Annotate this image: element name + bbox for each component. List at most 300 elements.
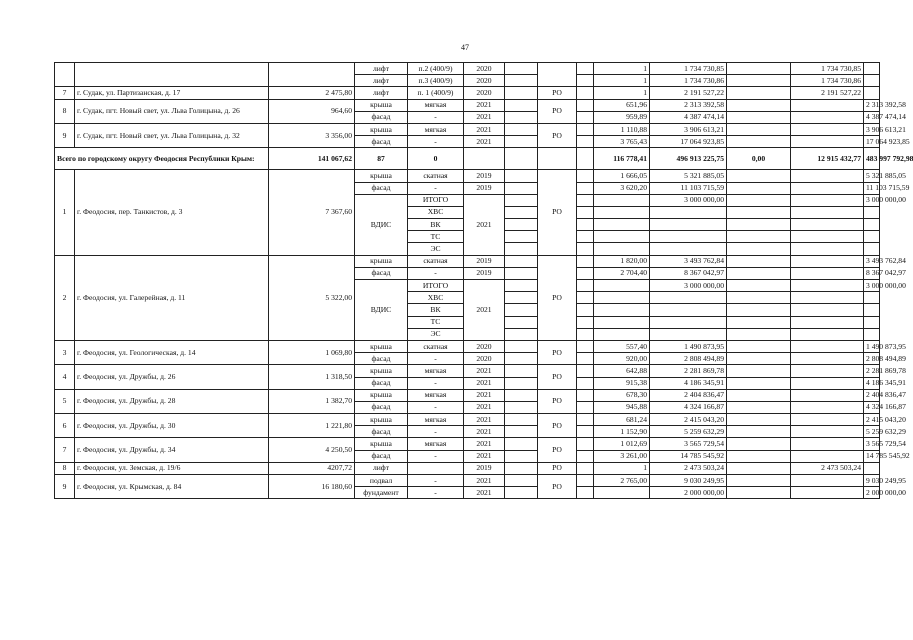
rest-amount: 2 000 000,00 (864, 487, 880, 499)
cost: 2 473 503,24 (650, 462, 727, 474)
empty-cell (727, 255, 791, 267)
rest-amount (864, 87, 880, 99)
volume (594, 304, 650, 316)
source: РО (538, 170, 577, 255)
feodosia-row (55, 255, 880, 267)
cost: 1 734 730,85 (650, 63, 727, 75)
empty-cell (727, 414, 791, 426)
empty-cell (727, 340, 791, 352)
volume (594, 292, 650, 304)
feodosia-row (55, 414, 880, 426)
rest-amount: 4 387 474,14 (864, 111, 880, 123)
work-type: фасад (355, 450, 408, 462)
volume: 642,88 (594, 365, 650, 377)
empty-cell (577, 438, 594, 450)
work-year: 2021 (464, 99, 505, 111)
row-number: 2 (55, 255, 75, 340)
vdis-item: ВК (408, 219, 464, 231)
cost: 5 321 885,05 (650, 170, 727, 182)
fund-amount (791, 475, 864, 487)
row-number: 3 (55, 340, 75, 364)
empty-cell (577, 182, 594, 194)
rest-amount: 1 490 873,95 (864, 340, 880, 352)
address (75, 63, 269, 87)
cost (650, 316, 727, 328)
work-type: крыша (355, 340, 408, 352)
feodosia-row (55, 438, 880, 450)
fund-amount (791, 328, 864, 340)
total-value: 0,00 (727, 148, 791, 170)
address: г. Феодосия, ул. Дружбы, д. 26 (75, 365, 269, 389)
work-system: - (408, 182, 464, 194)
vdis-item: ТС (408, 231, 464, 243)
volume (594, 280, 650, 292)
empty-cell (727, 389, 791, 401)
feodosia-row (55, 340, 880, 352)
rest-amount (864, 328, 880, 340)
work-type: лифт (355, 87, 408, 99)
work-year: 2021 (464, 487, 505, 499)
empty-cell (727, 377, 791, 389)
volume: 1 012,69 (594, 438, 650, 450)
cost: 3 493 762,84 (650, 255, 727, 267)
work-system: - (408, 136, 464, 148)
vdis-label: ВДИС (355, 194, 408, 255)
source: РО (538, 340, 577, 364)
page-number: 47 (461, 43, 469, 52)
empty-cell (505, 170, 538, 182)
empty-cell (505, 231, 538, 243)
source (538, 63, 577, 87)
work-system: - (408, 401, 464, 413)
rest-amount: 5 321 885,05 (864, 170, 880, 182)
empty-cell (727, 487, 791, 499)
work-type: крыша (355, 170, 408, 182)
source: РО (538, 99, 577, 123)
register-table (54, 62, 913, 499)
work-year: 2021 (464, 438, 505, 450)
volume (594, 206, 650, 218)
empty-cell (727, 462, 791, 474)
total-rest: 483 997 792,98 (864, 148, 880, 170)
empty-cell (727, 111, 791, 123)
empty-cell (505, 182, 538, 194)
cost (650, 231, 727, 243)
rest-amount (864, 243, 880, 255)
rest-amount: 3 000 000,00 (864, 194, 880, 206)
rest-amount: 3 565 729,54 (864, 438, 880, 450)
cost: 4 186 345,91 (650, 377, 727, 389)
row-number: 8 (55, 99, 75, 123)
cost: 14 785 545,92 (650, 450, 727, 462)
cost (650, 206, 727, 218)
rest-amount: 9 030 249,95 (864, 475, 880, 487)
fund-amount (791, 487, 864, 499)
total-fund: 12 915 432,77 (791, 148, 864, 170)
empty-cell (505, 111, 538, 123)
work-type: крыша (355, 389, 408, 401)
empty-cell (505, 401, 538, 413)
source: РО (538, 255, 577, 340)
empty-cell (577, 365, 594, 377)
empty-cell (727, 87, 791, 99)
empty-cell (505, 206, 538, 218)
sudak-row (55, 123, 880, 135)
fund-amount (791, 243, 864, 255)
work-year: 2020 (464, 75, 505, 87)
work-year: 2021 (464, 123, 505, 135)
row-number (55, 63, 75, 87)
rest-amount (864, 292, 880, 304)
area: 1 069,80 (269, 340, 355, 364)
work-type: фасад (355, 353, 408, 365)
empty-cell (577, 206, 594, 218)
rest-amount (864, 316, 880, 328)
source: РО (538, 475, 577, 499)
vdis-year: 2021 (464, 194, 505, 255)
fund-amount (791, 365, 864, 377)
sudak-row (55, 87, 880, 99)
row-number: 7 (55, 87, 75, 99)
empty-cell (577, 243, 594, 255)
volume: 915,38 (594, 377, 650, 389)
fund-amount (791, 438, 864, 450)
empty-cell (577, 136, 594, 148)
work-year: 2021 (464, 389, 505, 401)
fund-amount (791, 123, 864, 135)
empty-cell (505, 475, 538, 487)
empty-cell (577, 316, 594, 328)
work-year: 2019 (464, 170, 505, 182)
fund-amount (791, 377, 864, 389)
rest-amount (864, 63, 880, 75)
work-system: - (408, 267, 464, 279)
work-year: 2019 (464, 182, 505, 194)
volume (594, 219, 650, 231)
source: РО (538, 389, 577, 413)
work-type: подвал (355, 475, 408, 487)
fund-amount (791, 401, 864, 413)
address: г. Феодосия, ул. Крымская, д. 84 (75, 475, 269, 499)
fund-amount: 1 734 730,85 (791, 63, 864, 75)
total-volume: 116 778,41 (594, 148, 650, 170)
empty-cell (577, 426, 594, 438)
fund-amount (791, 136, 864, 148)
empty-cell (577, 389, 594, 401)
fund-amount (791, 316, 864, 328)
empty-cell (577, 194, 594, 206)
work-system: - (408, 450, 464, 462)
empty-cell (727, 316, 791, 328)
work-type: лифт (355, 63, 408, 75)
fund-amount (791, 280, 864, 292)
work-type: фасад (355, 111, 408, 123)
work-type: крыша (355, 123, 408, 135)
vdis-item: ХВС (408, 292, 464, 304)
work-system: скатная (408, 340, 464, 352)
empty-cell (505, 450, 538, 462)
address: г. Судак, ул. Партизанская, д. 17 (75, 87, 269, 99)
area: 3 356,00 (269, 123, 355, 147)
vdis-item: ТС (408, 316, 464, 328)
empty-cell (727, 438, 791, 450)
rest-amount: 5 259 632,29 (864, 426, 880, 438)
rest-amount (864, 231, 880, 243)
empty-cell (577, 123, 594, 135)
total-cost: 496 913 225,75 (650, 148, 727, 170)
fund-amount (791, 414, 864, 426)
fund-amount (791, 255, 864, 267)
empty-cell (727, 280, 791, 292)
empty-cell (505, 377, 538, 389)
empty-cell (577, 462, 594, 474)
volume: 3 765,43 (594, 136, 650, 148)
empty-cell (727, 365, 791, 377)
empty-cell (727, 219, 791, 231)
vdis-item: ЭС (408, 328, 464, 340)
work-type: лифт (355, 75, 408, 87)
volume: 3 620,20 (594, 182, 650, 194)
rest-amount: 2 415 043,20 (864, 414, 880, 426)
feodosia-row (55, 475, 880, 487)
volume: 945,88 (594, 401, 650, 413)
work-type: фасад (355, 182, 408, 194)
feodosia-row (55, 389, 880, 401)
work-system (408, 462, 464, 474)
address: г. Феодосия, ул. Дружбы, д. 30 (75, 414, 269, 438)
fund-amount (791, 182, 864, 194)
empty-cell (505, 123, 538, 135)
work-type: крыша (355, 255, 408, 267)
volume: 1 (594, 87, 650, 99)
empty-cell (538, 148, 577, 170)
work-system: мягкая (408, 438, 464, 450)
cost: 2 808 494,89 (650, 353, 727, 365)
empty-cell (727, 353, 791, 365)
fund-amount (791, 206, 864, 218)
empty-cell (505, 136, 538, 148)
work-type: фасад (355, 401, 408, 413)
empty-cell (577, 292, 594, 304)
empty-cell (577, 148, 594, 170)
empty-cell (577, 87, 594, 99)
empty-cell (727, 194, 791, 206)
empty-cell (577, 231, 594, 243)
cost: 1 734 730,86 (650, 75, 727, 87)
empty-cell (505, 438, 538, 450)
fund-amount (791, 353, 864, 365)
work-year: 2021 (464, 450, 505, 462)
cost: 11 103 715,59 (650, 182, 727, 194)
vdis-item: ЭС (408, 243, 464, 255)
work-system: скатная (408, 170, 464, 182)
total-area: 141 067,62 (269, 148, 355, 170)
empty-cell (727, 182, 791, 194)
rest-amount: 4 186 345,91 (864, 377, 880, 389)
feodosia-row (55, 170, 880, 182)
volume (594, 231, 650, 243)
work-system: - (408, 475, 464, 487)
vdis-label: ВДИС (355, 280, 408, 341)
row-number: 9 (55, 123, 75, 147)
empty-cell (577, 414, 594, 426)
work-system: мягкая (408, 123, 464, 135)
work-system: скатная (408, 255, 464, 267)
work-type: фасад (355, 267, 408, 279)
empty-cell (727, 426, 791, 438)
empty-cell (727, 243, 791, 255)
empty-cell (727, 401, 791, 413)
empty-cell (505, 353, 538, 365)
work-year: 2020 (464, 340, 505, 352)
empty-cell (577, 267, 594, 279)
empty-cell (727, 475, 791, 487)
address: г. Феодосия, ул. Дружбы, д. 34 (75, 438, 269, 462)
empty-cell (577, 340, 594, 352)
vdis-year: 2021 (464, 280, 505, 341)
cost (650, 243, 727, 255)
address: г. Судак, пгт. Новый свет, ул. Льва Голицына, д. 32 (75, 123, 269, 147)
fund-amount (791, 231, 864, 243)
cost (650, 219, 727, 231)
empty-cell (577, 170, 594, 182)
work-year: 2021 (464, 377, 505, 389)
volume: 1 (594, 63, 650, 75)
volume: 959,89 (594, 111, 650, 123)
empty-cell (505, 243, 538, 255)
fund-amount (791, 450, 864, 462)
empty-cell (505, 219, 538, 231)
rest-amount: 8 367 042,97 (864, 267, 880, 279)
cost: 2 415 043,20 (650, 414, 727, 426)
volume: 557,40 (594, 340, 650, 352)
work-year: 2021 (464, 475, 505, 487)
empty-cell (577, 401, 594, 413)
empty-cell (577, 450, 594, 462)
work-type: фасад (355, 426, 408, 438)
empty-cell (505, 280, 538, 292)
empty-cell (577, 304, 594, 316)
rest-amount: 2 404 836,47 (864, 389, 880, 401)
rest-amount (864, 304, 880, 316)
row-number: 4 (55, 365, 75, 389)
cost: 2 000 000,00 (650, 487, 727, 499)
empty-cell (727, 292, 791, 304)
empty-cell (727, 63, 791, 75)
empty-cell (505, 389, 538, 401)
volume: 678,30 (594, 389, 650, 401)
fund-amount (791, 111, 864, 123)
work-type: крыша (355, 365, 408, 377)
cost (650, 304, 727, 316)
empty-cell (577, 328, 594, 340)
work-year: 2021 (464, 414, 505, 426)
area (269, 63, 355, 87)
fund-amount (791, 99, 864, 111)
work-system: - (408, 426, 464, 438)
work-type: фундамент (355, 487, 408, 499)
volume (594, 194, 650, 206)
cost: 5 259 632,29 (650, 426, 727, 438)
empty-cell (727, 75, 791, 87)
work-system: п. 1 (400/9) (408, 87, 464, 99)
empty-cell (505, 487, 538, 499)
volume: 1 666,05 (594, 170, 650, 182)
empty-cell (577, 99, 594, 111)
empty-cell (577, 255, 594, 267)
cost: 2 191 527,22 (650, 87, 727, 99)
continuation-row (55, 63, 880, 75)
rest-amount: 2 808 494,89 (864, 353, 880, 365)
cost: 1 490 873,95 (650, 340, 727, 352)
empty-cell (727, 99, 791, 111)
source: РО (538, 462, 577, 474)
sudak-row (55, 99, 880, 111)
rest-amount: 14 785 545,92 (864, 450, 880, 462)
total-count-2: 0 (408, 148, 464, 170)
work-type: фасад (355, 377, 408, 389)
empty-cell (505, 267, 538, 279)
row-number: 9 (55, 475, 75, 499)
cost: 9 030 249,95 (650, 475, 727, 487)
work-system: п.3 (400/9) (408, 75, 464, 87)
row-number: 8 (55, 462, 75, 474)
address: г. Феодосия, ул. Земская, д. 19/6 (75, 462, 269, 474)
empty-cell (577, 280, 594, 292)
cost (650, 292, 727, 304)
volume (594, 243, 650, 255)
volume: 1 (594, 462, 650, 474)
empty-cell (505, 194, 538, 206)
empty-cell (505, 292, 538, 304)
work-year: 2019 (464, 267, 505, 279)
cost: 8 367 042,97 (650, 267, 727, 279)
cost: 3 565 729,54 (650, 438, 727, 450)
fund-amount (791, 194, 864, 206)
empty-cell (727, 170, 791, 182)
row-number: 7 (55, 438, 75, 462)
fund-amount (791, 426, 864, 438)
work-year: 2021 (464, 365, 505, 377)
empty-cell (577, 63, 594, 75)
source: РО (538, 438, 577, 462)
row-number: 1 (55, 170, 75, 255)
work-system: - (408, 353, 464, 365)
empty-cell (505, 304, 538, 316)
work-type: фасад (355, 136, 408, 148)
feodosia-row (55, 365, 880, 377)
source: РО (538, 365, 577, 389)
fund-amount (791, 219, 864, 231)
vdis-item: ХВС (408, 206, 464, 218)
total-row (55, 148, 880, 170)
volume (594, 487, 650, 499)
empty-cell (727, 304, 791, 316)
cost: 2 313 392,58 (650, 99, 727, 111)
empty-cell (577, 219, 594, 231)
address: г. Феодосия, ул. Галерейная, д. 11 (75, 255, 269, 340)
volume (594, 316, 650, 328)
cost: 3 000 000,00 (650, 280, 727, 292)
empty-cell (727, 328, 791, 340)
rest-amount: 17 064 923,85 (864, 136, 880, 148)
rest-amount: 4 324 166,87 (864, 401, 880, 413)
work-type: лифт (355, 462, 408, 474)
area: 5 322,00 (269, 255, 355, 340)
volume: 920,00 (594, 353, 650, 365)
area: 1 382,70 (269, 389, 355, 413)
empty-cell (505, 462, 538, 474)
